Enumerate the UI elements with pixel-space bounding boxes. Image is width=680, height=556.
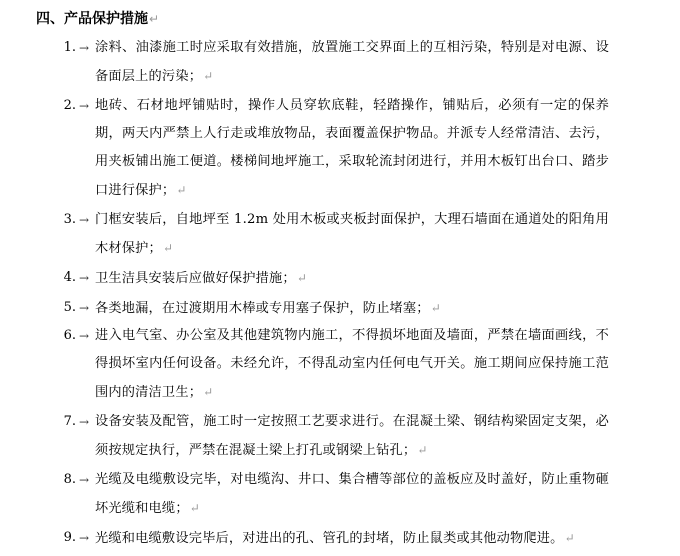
item-text: 进入电气室、办公室及其他建筑物内施工，不得损坏地面及墙面，严禁在墙面画线，不得损坏室内任何设备。未经允许，不得乱动室内任何电气开关。施工期间应保持施工范围内的清洁卫生；↵: [95, 328, 609, 400]
section-heading-text: 四、产品保护措施: [36, 11, 148, 27]
item-number: 2.: [63, 98, 76, 113]
paragraph-mark-icon: ↵: [162, 241, 174, 255]
item-text: 门框安装后，自地坪至 1.2m 处用木板或夹板封面保护，大理石墙面在通道处的阳角用木材保护；↵: [95, 212, 609, 256]
tab-arrow-icon: →: [79, 329, 90, 343]
tab-arrow-icon: →: [79, 99, 90, 113]
item-text: 光缆和电缆敷设完毕后，对进出的孔、管孔的封堵，防止鼠类或其他动物爬进。↵: [95, 531, 575, 546]
item-number: 8.: [63, 472, 76, 487]
tab-arrow-icon: →: [79, 415, 90, 429]
item-text: 光缆及电缆敷设完毕，对电缆沟、井口、集合槽等部位的盖板应及时盖好，防止重物砸坏光缆和电缆；↵: [95, 472, 609, 516]
item-text: 设备安装及配管，施工时一定按照工艺要求进行。在混凝土梁、钢结构梁固定支架，必须按规定执行，严禁在混凝土梁上打孔或钢梁上钻孔；↵: [95, 414, 609, 458]
tab-arrow-icon: →: [79, 473, 90, 487]
tab-arrow-icon: →: [79, 41, 90, 55]
item-text: 涂料、油漆施工时应采取有效措施，放置施工交界面上的互相污染，特别是对电源、设备面层上的污染；↵: [95, 40, 609, 84]
item-number: 1.: [63, 40, 76, 55]
item-text: 卫生洁具安装后应做好保护措施；↵: [95, 271, 308, 286]
paragraph-mark-icon: ↵: [203, 69, 214, 83]
item-number: 3.: [63, 212, 76, 227]
paragraph-mark-icon: ↵: [564, 531, 575, 545]
paragraph-mark-icon: ↵: [430, 301, 441, 315]
section-heading: [36, 8, 159, 30]
item-text: 各类地漏，在过渡期用木棒或专用塞子保护，防止堵塞；↵: [95, 301, 441, 316]
tab-arrow-icon: →: [79, 531, 90, 545]
item-number: 4.: [63, 270, 76, 285]
item-number: 5.: [63, 300, 76, 315]
tab-arrow-icon: →: [79, 271, 90, 285]
paragraph-mark-icon: ↵: [203, 385, 214, 399]
item-text: 地砖、石材地坪铺贴时，操作人员穿软底鞋，轻踏操作，铺贴后，必须有一定的保养期，两天内严禁上人行走或堆放物品，表面覆盖保护物品。并派专人经常清洁、去污，用夹板铺出施工便道。楼梯间地坪施工，采取轮流封闭进行，并用木板钉出台口、踏步口进行保护；↵: [95, 98, 609, 198]
paragraph-mark-icon: ↵: [149, 12, 160, 26]
tab-arrow-icon: →: [79, 213, 90, 227]
item-number: 9.: [63, 530, 76, 545]
item-number: 6.: [63, 328, 76, 343]
paragraph-mark-icon: ↵: [417, 443, 428, 457]
item-number: 7.: [63, 414, 76, 429]
paragraph-mark-icon: ↵: [176, 183, 187, 197]
paragraph-mark-icon: ↵: [189, 501, 200, 515]
paragraph-mark-icon: ↵: [296, 271, 308, 285]
tab-arrow-icon: →: [79, 301, 90, 315]
